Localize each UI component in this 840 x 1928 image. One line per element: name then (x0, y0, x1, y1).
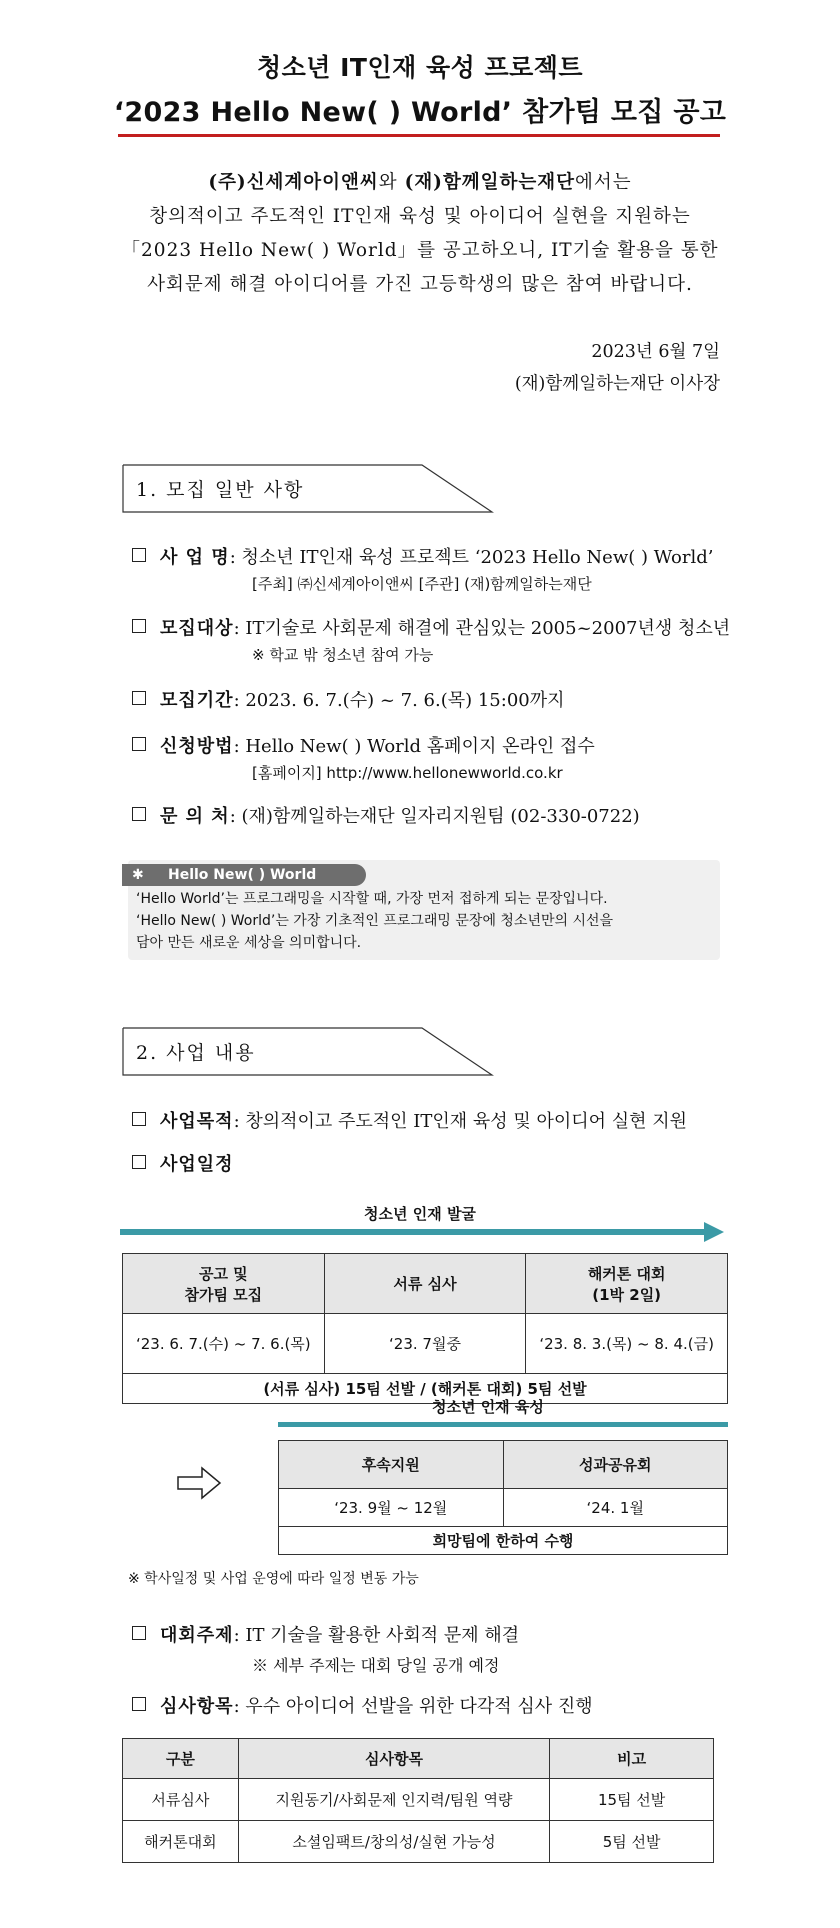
criteria-table (122, 1738, 714, 1863)
announcement-date: 2023년 6월 7일 (591, 342, 720, 362)
checkbox-bullet (132, 807, 146, 821)
phase1-header-cell: 해커톤 대회 (1박 2일) (526, 1254, 728, 1314)
checkbox-bullet (132, 1697, 146, 1711)
phase1-header-cell: 공고 및 참가팀 모집 (123, 1254, 325, 1314)
page-title-line2: ‘2023 Hello New( ) World’ 참가팀 모집 공고 (113, 97, 727, 128)
criteria-cell: 5팀 선발 (550, 1821, 714, 1863)
phase1-header-cell: 서류 심사 (324, 1254, 526, 1314)
checkbox-bullet (132, 1112, 146, 1126)
right-arrow-icon (176, 1466, 222, 1500)
note-title-pill (122, 864, 366, 886)
item-target-sub: ※ 학교 밖 청소년 참여 가능 (252, 646, 434, 664)
criteria-header-cell: 구분 (123, 1739, 239, 1779)
phase2-footer: 희망팀에 한하여 수행 (279, 1527, 728, 1555)
note-line3: 담아 만든 새로운 세상을 의미합니다. (136, 935, 362, 951)
item-contact: 문 의 처: (재)함께일하는재단 일자리지원팀 (02-330-0722) (132, 802, 640, 828)
title-underline (118, 134, 720, 137)
section1-title: 1. 모집 일반 사항 (136, 479, 305, 501)
criteria-cell: 15팀 선발 (550, 1779, 714, 1821)
timeline-bar (278, 1420, 728, 1428)
note-line2: ‘Hello New( ) World’는 가장 기초적인 프로그래밍 문장에 청소년만의 시선을 (136, 913, 614, 929)
phase1-date-cell: ‘23. 6. 7.(수) ~ 7. 6.(목) (123, 1314, 325, 1374)
checkbox-bullet (132, 691, 146, 705)
org-organizer: (재)함께일하는재단 (404, 172, 576, 193)
table-row (123, 1821, 714, 1863)
checkbox-bullet (132, 1626, 146, 1640)
note-line1: ‘Hello World’는 프로그래밍을 시작할 때, 가장 먼저 접하게 되는 문장입니다. (136, 891, 608, 907)
phase2-header-cell: 후속지원 (279, 1441, 504, 1489)
criteria-header-cell: 비고 (550, 1739, 714, 1779)
criteria-cell: 소셜임팩트/창의성/실현 가능성 (238, 1821, 549, 1863)
section2-title: 2. 사업 내용 (136, 1042, 256, 1064)
phase2-date-cell: ‘24. 1월 (503, 1489, 728, 1527)
table-row (123, 1779, 714, 1821)
timeline-arrow-bar (120, 1222, 726, 1244)
checkbox-bullet (132, 737, 146, 751)
phase1-label: 청소년 인재 발굴 (364, 1205, 476, 1223)
section1-header (122, 464, 492, 512)
intro-line1: (주)신세계아이앤씨와 (재)함께일하는재단에서는 (208, 172, 632, 193)
item-theme-sub: ※ 세부 주제는 대회 당일 공개 예정 (252, 1656, 500, 1675)
criteria-cell: 해커톤대회 (123, 1821, 239, 1863)
phase1-date-cell: ‘23. 7월중 (324, 1314, 526, 1374)
schedule-footnote: ※ 학사일정 및 사업 운영에 따라 일정 변동 가능 (128, 1571, 419, 1587)
announcement-issuer: (재)함께일하는재단 이사장 (514, 374, 720, 394)
checkbox-bullet (132, 619, 146, 633)
item-business-name: 사 업 명: 청소년 IT인재 육성 프로젝트 ‘2023 Hello New( ) World’ (132, 543, 713, 569)
checkbox-bullet (132, 548, 146, 562)
criteria-header-cell: 심사항목 (238, 1739, 549, 1779)
phase2-label: 청소년 인재 육성 (432, 1398, 544, 1416)
phase1-date-cell: ‘23. 8. 3.(목) ~ 8. 4.(금) (526, 1314, 728, 1374)
criteria-cell: 지원동기/사회문제 인지력/팀원 역량 (238, 1779, 549, 1821)
intro-line2: 창의적이고 주도적인 IT인재 육성 및 아이디어 실현을 지원하는 (149, 206, 691, 227)
note-title: Hello New( ) World (168, 867, 317, 883)
checkbox-bullet (132, 1155, 146, 1169)
item-schedule: 사업일정 (132, 1150, 234, 1176)
criteria-cell: 서류심사 (123, 1779, 239, 1821)
intro-line3: 「2023 Hello New( ) World」를 공고하오니, IT기술 활용을 통한 (121, 240, 719, 261)
item-period: 모집기간: 2023. 6. 7.(수) ~ 7. 6.(목) 15:00까지 (132, 686, 565, 712)
schedule-table-phase2 (278, 1440, 728, 1555)
star-icon: ✱ (132, 867, 144, 883)
section2-header (122, 1027, 492, 1075)
item-apply: 신청방법: Hello New( ) World 홈페이지 온라인 접수 (132, 732, 595, 758)
item-target: 모집대상: IT기술로 사회문제 해결에 관심있는 2005~2007년생 청소년 (132, 614, 730, 640)
phase2-header-cell: 성과공유회 (503, 1441, 728, 1489)
phase2-date-cell: ‘23. 9월 ~ 12월 (279, 1489, 504, 1527)
homepage-link[interactable]: [홈페이지] http://www.hellonewworld.co.kr (252, 764, 563, 782)
org-sponsor: (주)신세계아이앤씨 (208, 172, 379, 193)
item-theme: 대회주제: IT 기술을 활용한 사회적 문제 해결 (132, 1621, 519, 1647)
schedule-table-phase1 (122, 1253, 728, 1404)
item-criteria: 심사항목: 우수 아이디어 선발을 위한 다각적 심사 진행 (132, 1692, 593, 1718)
item-business-name-sub: [주최] ㈜신세계아이앤씨 [주관] (재)함께일하는재단 (252, 575, 592, 593)
intro-line4: 사회문제 해결 아이디어를 가진 고등학생의 많은 참여 바랍니다. (147, 274, 693, 295)
page-title-line1: 청소년 IT인재 육성 프로젝트 (256, 53, 584, 82)
item-purpose: 사업목적: 창의적이고 주도적인 IT인재 육성 및 아이디어 실현 지원 (132, 1107, 687, 1133)
phase1-footer: (서류 심사) 15팀 선발 / (해커톤 대회) 5팀 선발 (123, 1374, 728, 1404)
